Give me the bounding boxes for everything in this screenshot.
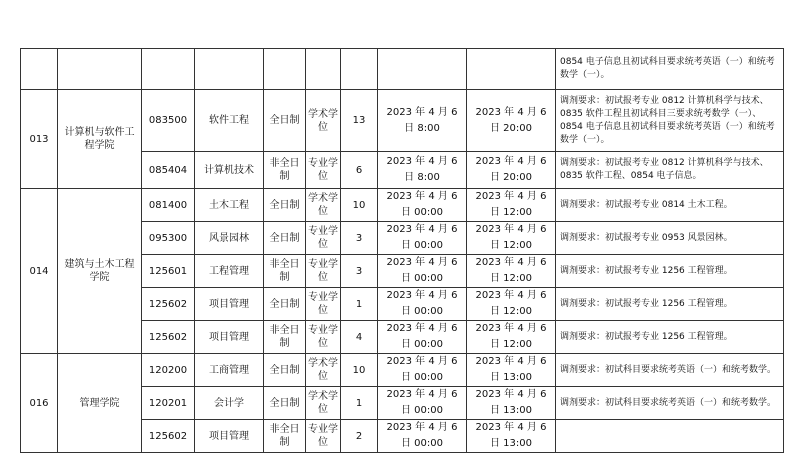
end-time: 2023 年 4 月 6 日 12:00 xyxy=(467,288,556,321)
end-time: 2023 年 4 月 6 日 12:00 xyxy=(467,189,556,222)
end-time: 2023 年 4 月 6 日 13:00 xyxy=(467,387,556,420)
major-code: 095300 xyxy=(142,222,195,255)
major-name: 会计学 xyxy=(195,387,264,420)
college-name: 建筑与土木工程学院 xyxy=(58,189,142,354)
start-time: 2023 年 4 月 6 日 00:00 xyxy=(378,387,467,420)
quota-count: 6 xyxy=(341,152,378,189)
start-time: 2023 年 4 月 6 日 00:00 xyxy=(378,222,467,255)
college-name: 管理学院 xyxy=(58,354,142,453)
major-name: 项目管理 xyxy=(195,288,264,321)
quota-count: 10 xyxy=(341,354,378,387)
study-mode: 非全日制 xyxy=(264,255,306,288)
major-code: 083500 xyxy=(142,90,195,152)
note-cell: 调剂要求：初试科目要求统考英语（一）和统考数学。 xyxy=(556,387,784,420)
degree-type: 专业学位 xyxy=(306,222,341,255)
college-code: 016 xyxy=(21,354,58,453)
degree-type: 专业学位 xyxy=(306,420,341,453)
major-name: 工程管理 xyxy=(195,255,264,288)
end-time: 2023 年 4 月 6 日 20:00 xyxy=(467,90,556,152)
table-row xyxy=(21,49,784,90)
note-cell: 调剂要求：初试报考专业 0953 风景园林。 xyxy=(556,222,784,255)
degree-type: 学术学位 xyxy=(306,189,341,222)
table-row xyxy=(21,90,784,152)
quota-count: 10 xyxy=(341,189,378,222)
note-cell: 调剂要求：初试报考专业 1256 工程管理。 xyxy=(556,288,784,321)
degree-type: 专业学位 xyxy=(306,288,341,321)
note-cell: 调剂要求：初试报考专业 0814 土木工程。 xyxy=(556,189,784,222)
major-code: 125602 xyxy=(142,321,195,354)
study-mode: 非全日制 xyxy=(264,152,306,189)
major-name: 工商管理 xyxy=(195,354,264,387)
major-code: 120200 xyxy=(142,354,195,387)
note-cell: 0854 电子信息且初试科目要求统考英语（一）和统考数学（一）。 xyxy=(556,49,784,90)
major-name: 土木工程 xyxy=(195,189,264,222)
start-time: 2023 年 4 月 6 日 00:00 xyxy=(378,420,467,453)
quota-count: 1 xyxy=(341,387,378,420)
quota-count: 1 xyxy=(341,288,378,321)
degree-type: 专业学位 xyxy=(306,255,341,288)
major-code: 125601 xyxy=(142,255,195,288)
start-time: 2023 年 4 月 6 日 8:00 xyxy=(378,152,467,189)
end-time: 2023 年 4 月 6 日 12:00 xyxy=(467,321,556,354)
start-time: 2023 年 4 月 6 日 00:00 xyxy=(378,354,467,387)
end-time: 2023 年 4 月 6 日 12:00 xyxy=(467,255,556,288)
major-code: 125602 xyxy=(142,420,195,453)
quota-count: 2 xyxy=(341,420,378,453)
note-cell: 调剂要求：初试科目要求统考英语（一）和统考数学。 xyxy=(556,354,784,387)
college-code: 014 xyxy=(21,189,58,354)
end-time: 2023 年 4 月 6 日 13:00 xyxy=(467,420,556,453)
major-code: 125602 xyxy=(142,288,195,321)
study-mode: 全日制 xyxy=(264,288,306,321)
major-name: 风景园林 xyxy=(195,222,264,255)
college-code: 013 xyxy=(21,90,58,189)
start-time: 2023 年 4 月 6 日 00:00 xyxy=(378,189,467,222)
major-code: 120201 xyxy=(142,387,195,420)
note-cell xyxy=(556,420,784,453)
table-row xyxy=(21,354,784,387)
study-mode: 非全日制 xyxy=(264,420,306,453)
major-name: 软件工程 xyxy=(195,90,264,152)
major-code: 085404 xyxy=(142,152,195,189)
note-cell: 调剂要求：初试报考专业 0812 计算机科学与技术、0835 软件工程、0854 电子信息。 xyxy=(556,152,784,189)
degree-type: 专业学位 xyxy=(306,321,341,354)
study-mode: 全日制 xyxy=(264,90,306,152)
end-time: 2023 年 4 月 6 日 13:00 xyxy=(467,354,556,387)
end-time: 2023 年 4 月 6 日 20:00 xyxy=(467,152,556,189)
start-time: 2023 年 4 月 6 日 00:00 xyxy=(378,255,467,288)
major-name: 计算机技术 xyxy=(195,152,264,189)
start-time: 2023 年 4 月 6 日 8:00 xyxy=(378,90,467,152)
study-mode: 全日制 xyxy=(264,387,306,420)
college-name: 计算机与软件工程学院 xyxy=(58,90,142,189)
start-time: 2023 年 4 月 6 日 00:00 xyxy=(378,288,467,321)
study-mode: 全日制 xyxy=(264,189,306,222)
note-cell: 调剂要求：初试报考专业 1256 工程管理。 xyxy=(556,255,784,288)
quota-count: 3 xyxy=(341,255,378,288)
note-cell: 调剂要求：初试报考专业 0812 计算机科学与技术、0835 软件工程且初试科目三要求统考数学（一）、0854 电子信息且初试科目要求统考英语（一）和统考数学（一）。 xyxy=(556,90,784,152)
end-time: 2023 年 4 月 6 日 12:00 xyxy=(467,222,556,255)
study-mode: 非全日制 xyxy=(264,321,306,354)
study-mode: 全日制 xyxy=(264,354,306,387)
major-name: 项目管理 xyxy=(195,420,264,453)
table-row xyxy=(21,189,784,222)
quota-count: 4 xyxy=(341,321,378,354)
degree-type: 学术学位 xyxy=(306,90,341,152)
adjustment-table xyxy=(20,48,784,453)
start-time: 2023 年 4 月 6 日 00:00 xyxy=(378,321,467,354)
degree-type: 专业学位 xyxy=(306,152,341,189)
quota-count: 3 xyxy=(341,222,378,255)
study-mode: 全日制 xyxy=(264,222,306,255)
note-cell: 调剂要求：初试报考专业 1256 工程管理。 xyxy=(556,321,784,354)
degree-type: 学术学位 xyxy=(306,387,341,420)
quota-count: 13 xyxy=(341,90,378,152)
degree-type: 学术学位 xyxy=(306,354,341,387)
major-code: 081400 xyxy=(142,189,195,222)
major-name: 项目管理 xyxy=(195,321,264,354)
